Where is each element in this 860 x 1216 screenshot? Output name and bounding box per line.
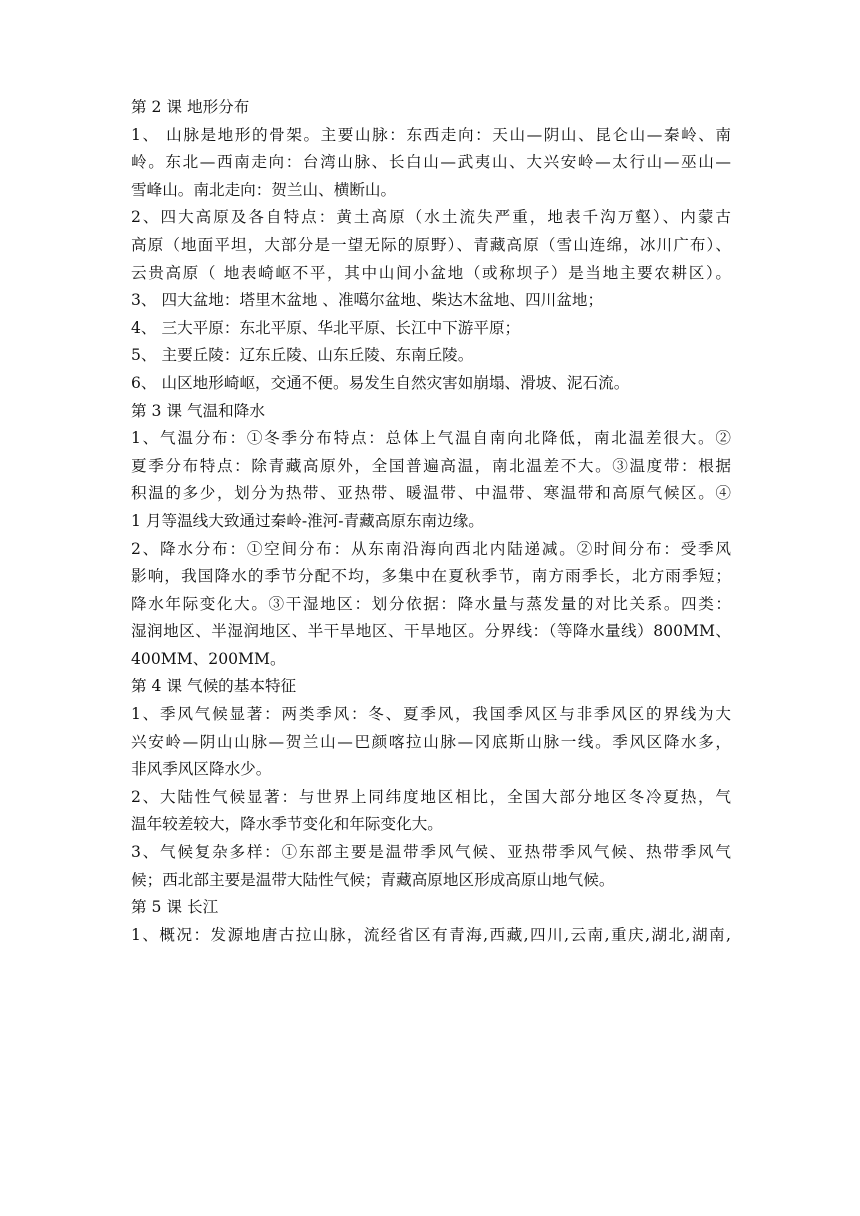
text-line: 1 月等温线大致通过秦岭-淮河-青藏高原东南边缘。 <box>131 511 484 530</box>
text-line: 1、季风气候显著：两类季风：冬、夏季风，我国季风区与非季风区的界线为大 <box>131 705 731 724</box>
text-line: 夏季分布特点：除青藏高原外，全国普遍高温，南北温差不大。③温度带：根据 <box>131 456 731 475</box>
text-line: 影响，我国降水的季节分配不均，多集中在夏秋季节，南方雨季长，北方雨季短； <box>131 567 731 586</box>
text-line: 非风季风区降水少。 <box>131 760 272 779</box>
text-body <box>131 94 731 949</box>
text-line: 4、 三大平原：东北平原、华北平原、长江中下游平原； <box>131 318 521 337</box>
document-page <box>131 94 731 949</box>
text-line: 兴安岭—阴山山脉—贺兰山—巴颜喀拉山脉—冈底斯山脉一线。季风区降水多， <box>131 732 731 751</box>
text-line: 第 2 课 地形分布 <box>131 98 250 116</box>
text-line: 第 5 课 长江 <box>131 898 219 917</box>
text-line: 1、 山脉是地形的骨架。主要山脉：东西走向：天山—阴山、昆仑山—秦岭、南 <box>131 125 731 144</box>
text-line: 6、 山区地形崎岖，交通不便。易发生自然灾害如崩塌、滑坡、泥石流。 <box>131 373 630 392</box>
text-line: 3、气候复杂多样：①东部主要是温带季风气候、亚热带季风气候、热带季风气 <box>131 843 731 862</box>
text-line: 2、四大高原及各自特点：黄土高原（水土流失严重，地表千沟万壑）、内蒙古 <box>131 208 731 227</box>
text-line: 雪峰山。南北走向：贺兰山、横断山。 <box>131 180 397 199</box>
text-line: 400MM、200MM。 <box>131 649 286 668</box>
text-line: 降水年际变化大。③干湿地区：划分依据：降水量与蒸发量的对比关系。四类： <box>131 594 731 613</box>
text-line: 温年较差较大，降水季节变化和年际变化大。 <box>131 815 443 834</box>
text-line: 岭。东北—西南走向：台湾山脉、长白山—武夷山、大兴安岭—太行山—巫山— <box>131 153 731 172</box>
text-line: 5、 主要丘陵：辽东丘陵、山东丘陵、东南丘陵。 <box>131 346 474 365</box>
text-line: 湿润地区、半湿润地区、半干旱地区、干旱地区。分界线：（等降水量线）800MM、 <box>131 622 731 641</box>
text-line: 1、气温分布：①冬季分布特点：总体上气温自南向北降低，南北温差很大。② <box>131 429 731 448</box>
text-line: 2、大陆性气候显著：与世界上同纬度地区相比，全国大部分地区冬冷夏热，气 <box>131 787 731 806</box>
text-line: 云贵高原（ 地表崎岖不平，其中山间小盆地（或称坝子）是当地主要农耕区）。 <box>131 263 731 282</box>
text-line: 候；西北部主要是温带大陆性气候；青藏高原地区形成高原山地气候。 <box>131 870 615 889</box>
text-line: 高原（地面平坦，大部分是一望无际的原野）、青藏高原（雪山连绵，冰川广布）、 <box>131 235 731 254</box>
text-line: 2、降水分布：①空间分布：从东南沿海向西北内陆递减。②时间分布：受季风 <box>131 539 731 558</box>
text-line: 第 4 课 气候的基本特征 <box>131 677 297 696</box>
text-line: 1、概况：发源地唐古拉山脉，流经省区有青海,西藏,四川,云南,重庆,湖北,湖南, <box>131 925 731 944</box>
text-line: 积温的多少，划分为热带、亚热带、暖温带、中温带、寒温带和高原气候区。④ <box>131 484 731 503</box>
text-line: 3、 四大盆地：塔里木盆地 、准噶尔盆地、柴达木盆地、四川盆地； <box>131 291 604 310</box>
text-line: 第 3 课 气温和降水 <box>131 401 265 420</box>
